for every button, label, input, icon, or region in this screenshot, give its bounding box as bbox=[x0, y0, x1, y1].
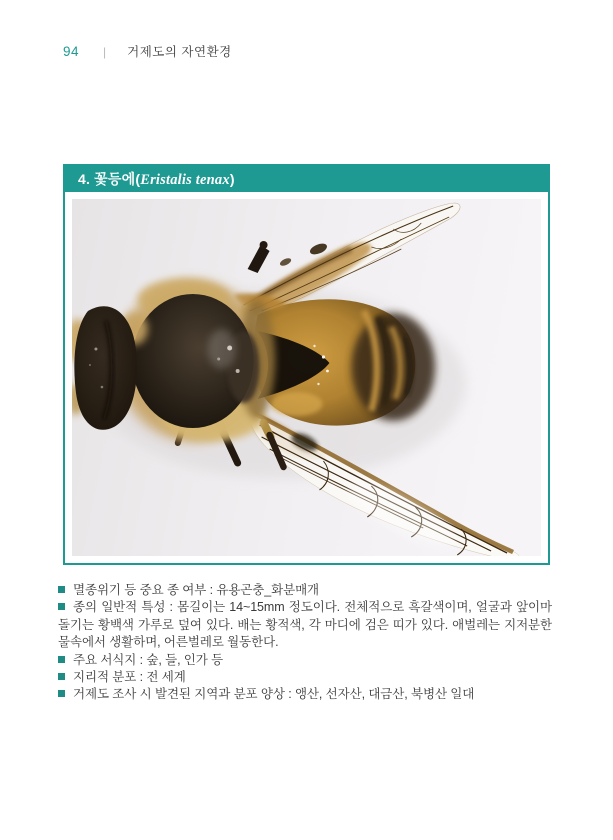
detail-item-geoje-survey-locations: 거제도 조사 시 발견된 지역과 분포 양상 : 앵산, 선자산, 대금산, 북병산 일대 bbox=[58, 686, 552, 703]
bullet-square-icon bbox=[58, 656, 65, 663]
header-divider: | bbox=[103, 45, 107, 59]
species-title-suffix: ) bbox=[229, 171, 235, 187]
species-scientific-name: Eristalis tenax bbox=[140, 172, 230, 188]
species-box bbox=[63, 164, 550, 565]
fly-thorax bbox=[117, 279, 275, 441]
bullet-square-icon bbox=[58, 690, 65, 697]
drone-fly-photo-illustration bbox=[72, 199, 541, 556]
bullet-square-icon bbox=[58, 586, 65, 593]
fly-abdomen bbox=[254, 299, 435, 425]
detail-item-distribution: 지리적 분포 : 전 세계 bbox=[58, 669, 552, 686]
species-title-bar bbox=[65, 166, 548, 192]
species-photo bbox=[65, 192, 548, 563]
detail-item-habitat: 주요 서식지 : 숲, 들, 인가 등 bbox=[58, 652, 552, 669]
detail-item-endangered-status: 멸종위기 등 중요 종 여부 : 유용곤충_화분매개 bbox=[58, 582, 552, 599]
bullet-square-icon bbox=[58, 673, 65, 680]
running-head bbox=[63, 44, 232, 60]
bullet-square-icon bbox=[58, 603, 65, 610]
species-title-prefix: 4. 꽃등에( bbox=[78, 171, 141, 187]
page-number: 94 bbox=[63, 44, 80, 59]
species-details bbox=[58, 582, 552, 704]
detail-item-general-characteristics: 종의 일반적 특성 : 몸길이는 14~15mm 정도이다. 전체적으로 흑갈색이며, 얼굴과 앞이마돌기는 황백색 가루로 덮여 있다. 배는 황적색, 각 마디에 검은 띠가 있다. 애벌레는 지저분한 물속에서 생활하며, 어른벌레로 월동한다. bbox=[58, 600, 552, 650]
book-title: 거제도의 자연환경 bbox=[127, 45, 232, 59]
